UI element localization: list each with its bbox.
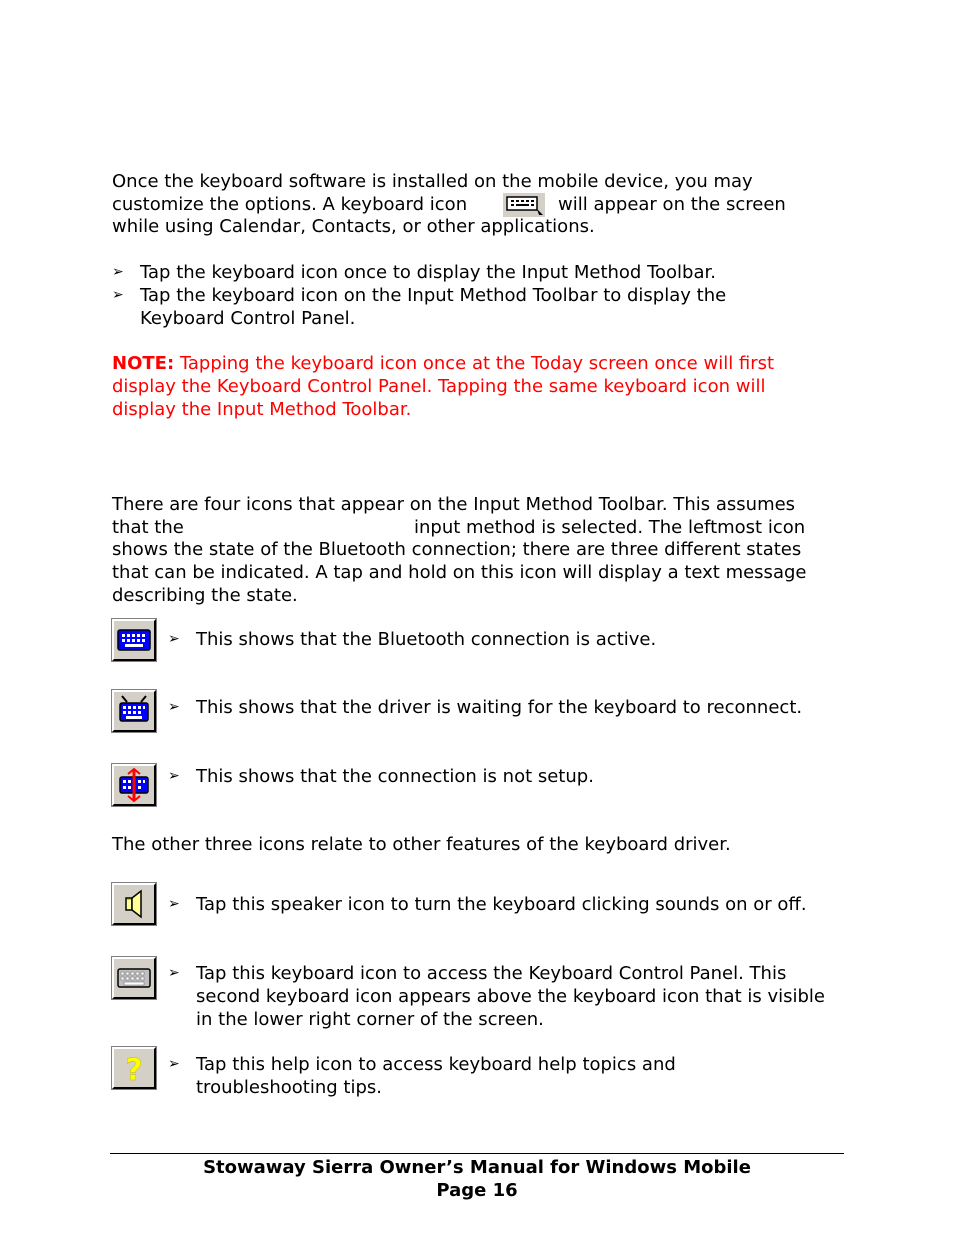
- feature-keyboard-text: Tap this keyboard icon to access the Keyboard Control Panel. This second keyboard icon appears above the keyboard icon that is visible in the lower right corner of the screen.: [196, 963, 825, 1030]
- bluetooth-not-setup-icon: [112, 764, 156, 806]
- intro-line-1: Once the keyboard software is installed on the mobile device, you may: [112, 171, 753, 192]
- toolbar-intro-line-5: describing the state.: [112, 585, 298, 606]
- bullet-arrow-icon: ➢: [112, 264, 124, 280]
- state-active: [168, 628, 848, 652]
- intro-line-2b: will appear on the screen: [558, 194, 786, 215]
- feature-help-text: Tap this help icon to access keyboard help topics and troubleshooting tips.: [196, 1054, 676, 1098]
- svg-text:?: ?: [125, 1053, 143, 1087]
- feature-speaker-text: Tap this speaker icon to turn the keyboard clicking sounds on or off.: [196, 894, 807, 915]
- bullet-arrow-icon: ➢: [168, 896, 180, 912]
- bullet-arrow-icon: ➢: [168, 699, 180, 715]
- note: [112, 352, 832, 421]
- bullet-arrow-icon: ➢: [168, 1056, 180, 1072]
- step-1-text: Tap the keyboard icon once to display the Input Method Toolbar.: [140, 262, 716, 283]
- toolbar-intro-line-4: that can be indicated. A tap and hold on this icon will display a text message: [112, 562, 807, 583]
- help-icon: [112, 1047, 156, 1089]
- bluetooth-waiting-icon: [112, 690, 156, 732]
- state-not-setup: [168, 765, 848, 789]
- intro-line-2a: customize the options. A keyboard icon: [112, 194, 468, 215]
- state-active-text: This shows that the Bluetooth connection is active.: [196, 629, 657, 650]
- toolbar-intro-line-3: shows the state of the Bluetooth connection; there are three different states: [112, 539, 802, 560]
- note-label: NOTE:: [112, 353, 175, 374]
- step-2-text: Tap the keyboard icon on the Input Method Toolbar to display the Keyboard Control Panel.: [140, 285, 727, 329]
- step-2: [112, 284, 852, 332]
- state-waiting: [168, 696, 848, 720]
- speaker-icon: [112, 883, 156, 925]
- footer-divider: [110, 1153, 844, 1154]
- toolbar-intro-line-2a: that the: [112, 517, 184, 538]
- bullet-arrow-icon: ➢: [168, 965, 180, 981]
- note-text: Tapping the keyboard icon once at the Today screen once will first display the Keyboard Control Panel. Tapping the same keyboard icon will display the Input Method Toolbar.: [112, 353, 775, 420]
- keyboard-icon: [503, 193, 545, 217]
- footer-page-number: Page 16: [436, 1180, 518, 1201]
- toolbar-intro-line-2b: input method is selected. The leftmost icon: [414, 517, 806, 538]
- other-intro: The other three icons relate to other features of the keyboard driver.: [112, 834, 731, 855]
- bullet-arrow-icon: ➢: [168, 768, 180, 784]
- feature-speaker: [168, 893, 848, 917]
- feature-keyboard: [168, 962, 848, 1032]
- bullet-arrow-icon: ➢: [112, 287, 124, 303]
- bullet-arrow-icon: ➢: [168, 631, 180, 647]
- footer-title: Stowaway Sierra Owner’s Manual for Windows Mobile: [203, 1157, 751, 1178]
- intro-line-3: while using Calendar, Contacts, or other applications.: [112, 216, 595, 237]
- state-waiting-text: This shows that the driver is waiting for the keyboard to reconnect.: [196, 697, 803, 718]
- keyboard-control-panel-icon: [112, 957, 156, 999]
- feature-help: [168, 1053, 848, 1101]
- toolbar-intro-line-1: There are four icons that appear on the Input Method Toolbar. This assumes: [112, 494, 796, 515]
- step-1: [112, 261, 852, 285]
- state-not-setup-text: This shows that the connection is not setup.: [196, 766, 594, 787]
- bluetooth-active-icon: [112, 619, 156, 661]
